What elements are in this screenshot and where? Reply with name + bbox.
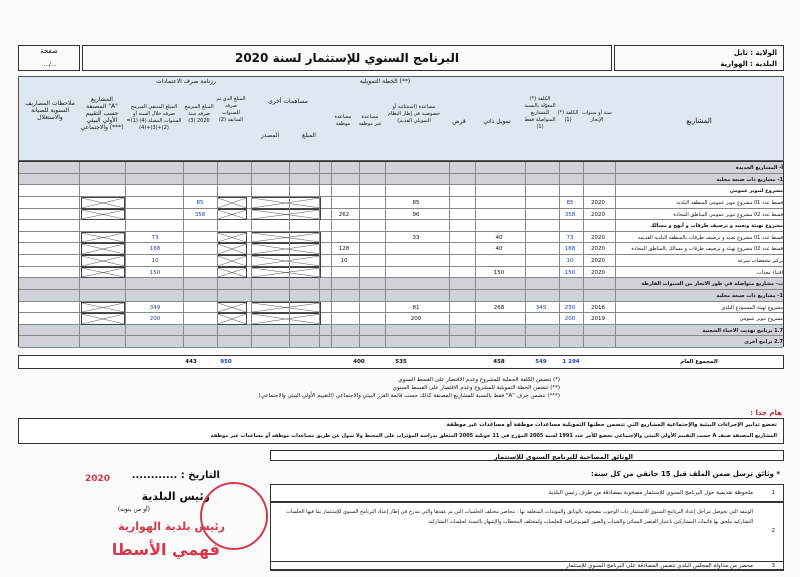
- crossed-cell: [251, 302, 321, 314]
- crossed-cell: [217, 232, 247, 244]
- row-value-cost: 150: [564, 269, 576, 276]
- row-value-help: 85: [412, 199, 420, 206]
- grid-line: [251, 162, 252, 348]
- row-value-year: 2020: [591, 199, 605, 206]
- crossed-cell: [217, 255, 247, 267]
- row-label: مشروع لتنوير عمومي: [729, 188, 783, 195]
- crossed-cell: [81, 267, 125, 279]
- row-value-cost: 85: [566, 199, 574, 206]
- row-label: اقتناء معدات: [756, 269, 783, 276]
- row-value-cost: 358: [564, 211, 576, 218]
- title-box: [82, 45, 612, 71]
- doc-item-1-text: ملحوظة تقديمية حول البرنامج السنوي للإستثمار مصحوبة بمصادقة من طرف رئيس البلدية: [548, 490, 753, 496]
- crossed-cell: [81, 255, 125, 267]
- grid-line: [359, 162, 360, 348]
- docs-list: [270, 484, 784, 570]
- row-value-future: 10: [151, 258, 159, 264]
- docs-title: الوثائق المصاحبة للبرنامج السنوي للإستثمار: [493, 453, 633, 461]
- row-label: 1.7 برنامج تهذيب الاحياء الشعبية: [702, 327, 783, 334]
- important-line2: المشاريع المصنفة صنف A حسب التقييم الأولي البيئي والإجتماعي تخضع للأمر عدد 1991 لسنة 2005 المؤرخ في 11 جويلية 2005 المتعلق بدراسة المؤثرات على المحيط ولا تمول عن طريق مساعدات موظفة أو مساعدات غير موظفة: [210, 433, 777, 439]
- col-remaining: المبلغ الذي تم صرفه للسنوات السابقة (2): [216, 96, 246, 123]
- crossed-cell: [81, 313, 125, 325]
- row-value-future: 349: [149, 304, 161, 311]
- baladiya-label: البلدية : الهوارية: [720, 60, 777, 68]
- footnote-1: (*) تتضمن الكلفة الجملية للمشروع وعدم الاقتصار على القسط السنوي: [398, 377, 560, 383]
- doc-item-3-text: محضر من مداولة المجلس البلدي تتضمن المصادقة على البرنامج السنوي للإستثمار: [566, 563, 753, 569]
- col-other: مساهمات أخرى: [268, 98, 308, 105]
- doc-item-3-n: 3: [771, 563, 775, 569]
- signature-date-value: 2020: [84, 474, 110, 484]
- row-value-funded: 349: [535, 304, 547, 311]
- important-box: [18, 418, 784, 444]
- table-body: [18, 161, 784, 347]
- row-value-planned: 85: [196, 199, 204, 206]
- signature-role: رئيس البلدية: [141, 490, 210, 503]
- crossed-cell: [81, 232, 125, 244]
- grid-line: [183, 162, 184, 348]
- col-notes: ملاحظات المصاريف السنوية للصيانة والاستغلال: [25, 100, 75, 121]
- col-loan: قرض: [452, 118, 466, 125]
- row-value-year: 2019: [591, 316, 605, 323]
- col-funding-plan: الخطة التمويلية (**): [359, 78, 411, 85]
- crossed-cell: [217, 243, 247, 255]
- crossed-cell: [217, 302, 247, 314]
- docs-subtitle: * وثائق ترسل ضمن الملف قبل 15 جانفي من كل سنة:: [591, 470, 780, 478]
- row-value-self: 40: [495, 246, 503, 253]
- crossed-cell: [217, 313, 247, 325]
- grid-line: [125, 162, 126, 348]
- signature-date-label: التاريخ : ............: [131, 470, 220, 481]
- crossed-cell: [251, 209, 321, 221]
- row-value-help: 200: [410, 316, 422, 323]
- totals-planned: 950: [220, 359, 232, 365]
- crossed-cell: [251, 243, 321, 255]
- col-classified: المشاريع المصنفة "A" حسب التقييم الأولي البيئي والاجتماعي (***): [80, 96, 124, 131]
- col-planned: المبلغ المبرمج صرفه سنة 2020 (3): [184, 104, 214, 124]
- row-value-year: 2016: [591, 304, 605, 311]
- crossed-cell: [217, 267, 247, 279]
- grid-line: [289, 162, 290, 348]
- row-value-self: 150: [493, 269, 505, 276]
- page-slash: ..../...: [41, 61, 57, 68]
- row-value-future: 200: [149, 316, 161, 323]
- row-value-future: 150: [149, 269, 161, 276]
- totals-cost: 1 294: [562, 359, 580, 365]
- row-label: تركيز مخفضات سرعة: [737, 258, 783, 264]
- col-cost-funded: الكلفة (*) المعوّلة بالنسبة للمشاريع المتواصلة فقط (1): [524, 96, 556, 130]
- row-value-self: 268: [493, 304, 505, 311]
- col-year: سنة أو سنوات الإنجاز: [582, 110, 612, 123]
- wilaya-box: [614, 45, 784, 71]
- row-label: قسط عدد 01 مشروع تنوير عمومي المنطقة البلدية: [676, 199, 783, 206]
- row-label: قسط عدد 01 مشروع تعبيد و ترصيف طرقات بالمنطقة البلدية القديمة: [637, 234, 783, 241]
- doc-item-2: [270, 502, 784, 562]
- doc-item-2-text: الوثيقة التي تحوصل مراحل إعداد البرنامج السنوي للاستثمار ذات الوجوب مصحوبة بالوثائق والمؤيدات المتعلقة بها : محاضر مختلف الجلسات التي تم عقدها والتي تندرج في إطار إعداد البرنامج السنوي للإستثمار بما فيها الجلسات التشاركية ملحق بها قائمات المشاركين باعتبار العنصر النسائي والشباب والصور الفوتوغرافية للجلسات ولمختلف المحطات والإشهار بالنسبة لجلسات التشاركية: [286, 509, 753, 525]
- col-amount: المبلغ: [302, 132, 316, 139]
- row-value-cost: 10: [566, 258, 574, 264]
- col-projects: المشاريع: [686, 117, 712, 125]
- crossed-cell: [251, 197, 321, 209]
- grid-line: [559, 162, 560, 348]
- row-value-year: 2020: [591, 246, 605, 253]
- col-spending-program: رزنامة صرف الاعتمادات: [156, 78, 216, 85]
- totals-row: [18, 355, 784, 369]
- wilaya-label: الولاية : تابل: [733, 49, 777, 57]
- row-value-help: 33: [412, 234, 420, 241]
- crossed-cell: [251, 313, 321, 325]
- signature-text: فهمي الأسطا: [111, 540, 220, 559]
- row-label: مشروع تهيئة المستودع البلدي: [721, 304, 783, 311]
- row-label: 2.7 برامج أخرى: [744, 339, 783, 346]
- row-value-cost: 200: [564, 316, 576, 323]
- row-value-bound: 10: [340, 258, 348, 264]
- totals-label: المجموع العام: [680, 359, 718, 365]
- col-self: تمويل ذاتي: [483, 118, 511, 125]
- doc-item-1-n: 1: [771, 490, 775, 496]
- grid-line: [525, 162, 526, 348]
- row-value-cost: 73: [566, 234, 574, 241]
- crossed-cell: [81, 243, 125, 255]
- crossed-cell: [217, 209, 247, 221]
- grid-line: [331, 162, 332, 348]
- footnote-3: (***) تتضمن حرف "A" فقط بالنسبة للمشاريع المصنفة كذلك حسب قائمة الفرز البيئي والاجتماعي (التقييم الأولي البيئي والاجتماعي): [258, 393, 560, 399]
- crossed-cell: [251, 232, 321, 244]
- crossed-cell: [217, 197, 247, 209]
- row-label: 1- مشاريع ذات صبغة محلية: [716, 292, 783, 299]
- col-cost: الكلفة (*) (1): [557, 110, 579, 123]
- grid-line: [475, 162, 476, 348]
- crossed-cell: [251, 255, 321, 267]
- row-value-bound: 128: [338, 246, 350, 253]
- grid-line: [449, 162, 450, 348]
- grid-line: [217, 162, 218, 348]
- important-line1: تخضع تدابير الإجراءات البيئية والإجتماعية المشاريع التي تتضمن خطتها التمويلية مساعدات موظفة أو مساعدات غير موظفة: [446, 422, 777, 428]
- row-value-year: 2020: [591, 211, 605, 218]
- totals-help: 535: [395, 359, 407, 365]
- doc-item-1: [270, 484, 784, 502]
- page-number-box: [18, 45, 80, 71]
- signature-role-note: (أو من ينوبه): [117, 506, 150, 513]
- row-value-future: 73: [151, 234, 159, 241]
- row-value-bound: 262: [338, 211, 350, 218]
- totals-funded: 549: [535, 359, 547, 365]
- footnote-2: (**) تتضمن الخطة التمويلية للمشروع وعدم الاقتصار على القسط السنوي: [392, 385, 560, 391]
- row-value-cost: 250: [564, 304, 576, 311]
- row-value-planned: 358: [194, 211, 206, 218]
- crossed-cell: [81, 302, 125, 314]
- row-value-year: 2020: [591, 258, 605, 264]
- page-label: صفحة: [40, 47, 58, 55]
- col-sub-help: مساعدة (استثنائية أو خصوصية في إطار النظام التمويلي القديم): [387, 104, 441, 124]
- row-label: قسط عدد 02 مشروع تنوير عمومي المناطق المحاذة: [673, 211, 783, 218]
- grid-line: [615, 162, 616, 348]
- doc-item-2-n: 2: [771, 528, 775, 534]
- row-value-help: 81: [412, 304, 420, 311]
- grid-line: [583, 162, 584, 348]
- grid-line: [385, 162, 386, 348]
- docs-title-box: [270, 450, 784, 461]
- row-label: ب- مشاريع متواصلة في طور الانجاز من السنوات الفارطة: [641, 281, 783, 288]
- row-label: مشروع تنوير عمومي: [739, 316, 783, 323]
- col-bound: مساعدة موظفة: [334, 114, 352, 127]
- important-title: هام جدا :: [750, 409, 782, 417]
- doc-item-3: [270, 561, 784, 571]
- row-label: قسط عدد 02 مشروع تهيئة و ترصيف طرقات و مسالك بالمناطق المحاذة: [631, 246, 783, 253]
- grid-line: [319, 162, 320, 348]
- col-future: المبلغ المتبقي المبرمج صرفه خلال السنة أو السنوات المقبلة (4) (1)=(2)+(3)+(4): [126, 104, 182, 131]
- grid-line: [79, 162, 80, 348]
- row-value-cost: 168: [564, 246, 576, 253]
- crossed-cell: [81, 197, 125, 209]
- row-value-year: 2020: [591, 234, 605, 241]
- stamp-text: رئيس بلدية الهوارية: [118, 520, 225, 533]
- row-label: مشروع تهيئة وتعبيد و ترصيف طرقات و أنهج و مسالك: [650, 223, 783, 230]
- row-value-future: 168: [149, 246, 161, 253]
- row-value-help: 96: [412, 211, 420, 218]
- totals-future: 443: [185, 359, 197, 365]
- row-value-self: 40: [495, 234, 503, 241]
- row-label: 1- مشاريع ذات صبغة محلية: [716, 176, 783, 183]
- row-label: أ- المشاريع الجديدة: [735, 165, 783, 171]
- page-title: البرنامج السنوي للإستثمار لسنة 2020: [234, 51, 459, 65]
- col-unbound: مساعدة غير موظفة: [358, 114, 382, 127]
- crossed-cell: [251, 267, 321, 279]
- col-source: المصدر: [260, 132, 280, 139]
- row-value-year: 2020: [591, 269, 605, 276]
- crossed-cell: [81, 209, 125, 221]
- totals-self: 458: [493, 359, 505, 365]
- totals-bound: 400: [353, 359, 365, 365]
